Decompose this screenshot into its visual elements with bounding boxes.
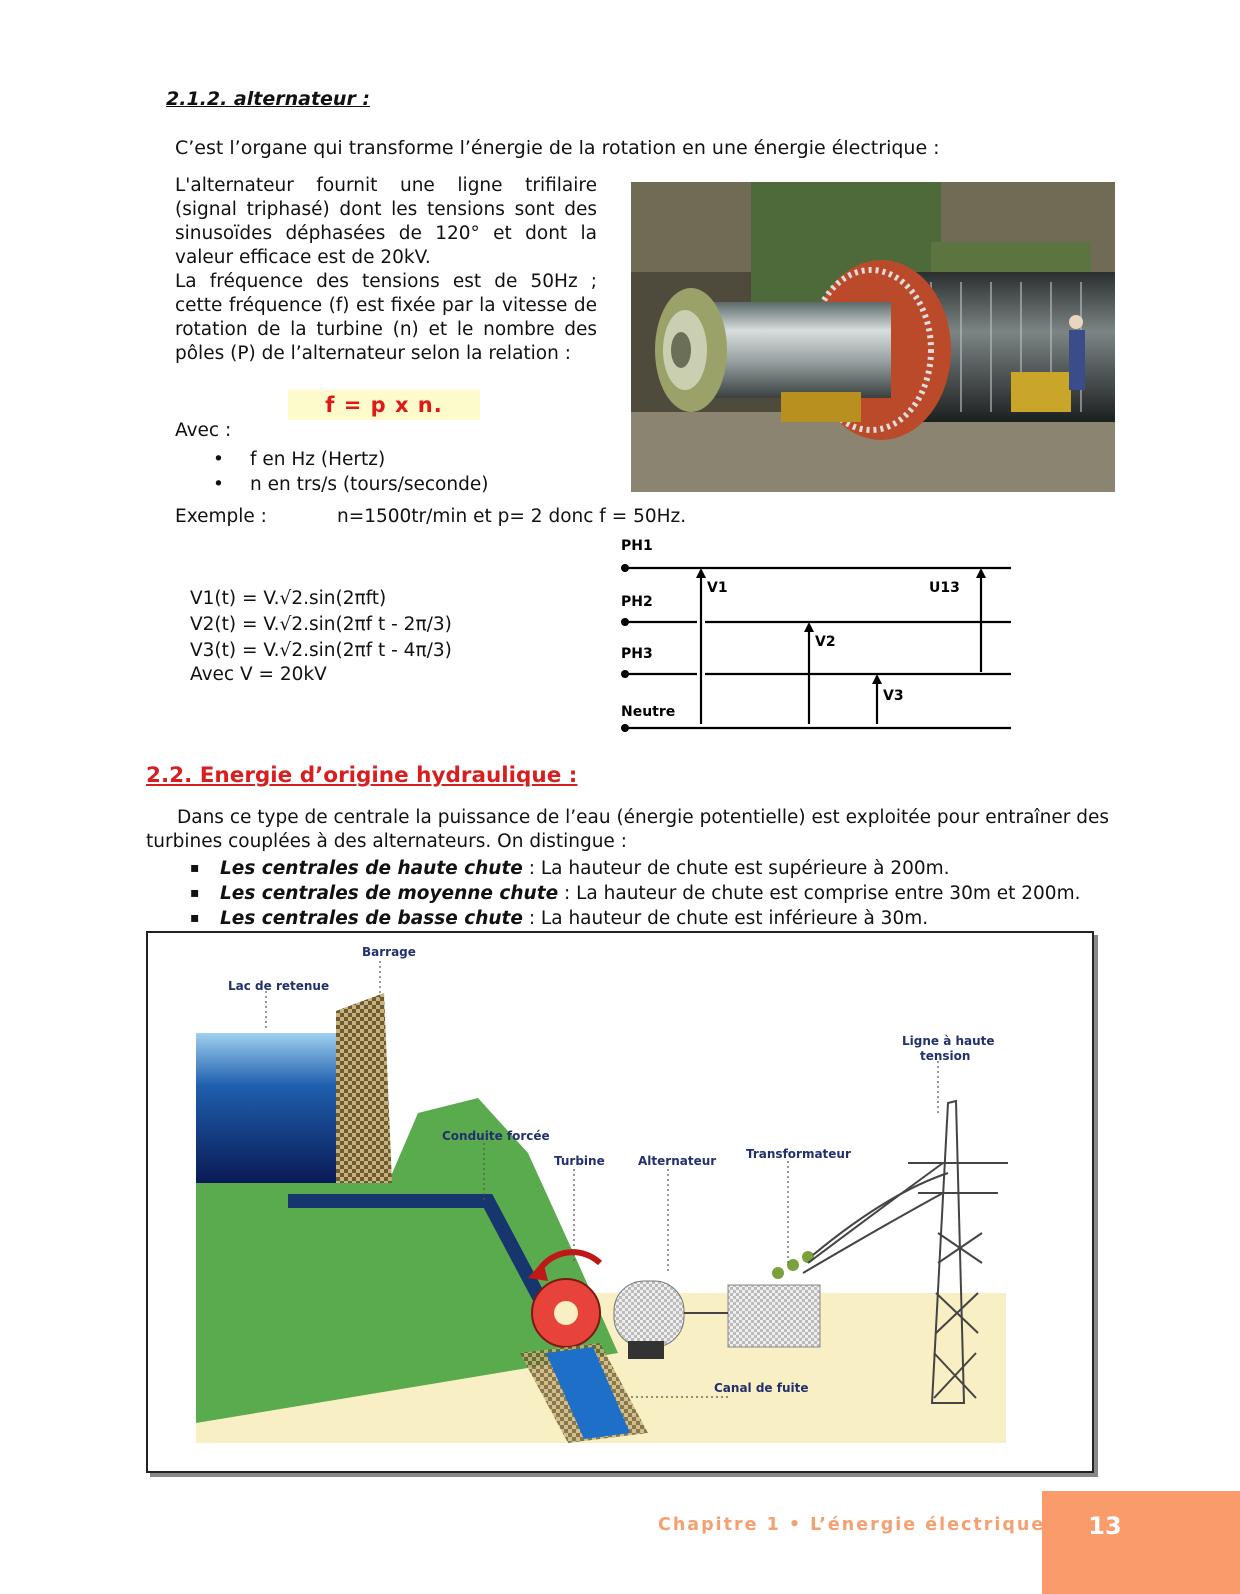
unit-list [205,447,488,497]
label-ph2: PH2 [621,594,653,610]
equation-v3: V3(t) = V.√2.sin(2πf t - 4π/3) [190,640,452,661]
list-item [190,881,1080,906]
type-name: Les centrales de haute chute [220,858,523,879]
list-item [190,906,1080,931]
label-ph3: PH3 [621,646,653,662]
equation-v2: V2(t) = V.√2.sin(2πf t - 2π/3) [190,614,452,635]
frequency-formula: f = p x n. [288,390,480,420]
label-v3: V3 [883,688,904,704]
hydro-heading: 2.2. Energie d’origine hydraulique : [146,763,578,788]
section-title: 2.1.2. alternateur : [166,88,371,110]
label-transformateur: Transformateur [746,1147,851,1161]
label-lac: Lac de retenue [228,979,330,993]
label-alternateur: Alternateur [638,1154,717,1168]
list-item [190,856,1080,881]
label-canal: Canal de fuite [714,1381,809,1395]
list-item: • n en trs/s (tours/seconde) [205,472,488,497]
label-barrage: Barrage [362,945,416,959]
plant-types-list [190,856,1080,931]
label-v1: V1 [707,580,728,596]
example-label: Exemple : [175,506,267,527]
label-ph1: PH1 [621,538,653,554]
label-ligne-1: Ligne à haute [902,1034,995,1048]
label-neutre: Neutre [621,704,676,720]
phase-diagram [621,538,1011,738]
example-value: n=1500tr/min et p= 2 donc f = 50Hz. [337,506,687,527]
paragraph-tensions: L'alternateur fournit une ligne trifilaire (signal triphasé) dont les tensions sont des sinusoïdes déphasées de 120° et dont la valeur efficace est de 20kV. [175,175,597,268]
label-v2: V2 [815,634,836,650]
alternator-photo [631,182,1115,492]
equation-avec: Avec V = 20kV [190,664,327,685]
hydro-body: Dans ce type de centrale la puissance de l’eau (énergie potentielle) est exploitée pour entraîner des turbines couplées à des alternateurs. On distingue : [146,807,1110,852]
intro-text: C’est l’organe qui transforme l’énergie de la rotation en une énergie électrique : [175,137,940,159]
list-item: • f en Hz (Hertz) [205,447,488,472]
label-ligne-2: tension [920,1049,971,1063]
label-u13: U13 [929,580,960,596]
type-desc: : La hauteur de chute est supérieure à 200m. [522,858,950,879]
avec-label: Avec : [175,420,232,441]
page-number: 13 [1088,1512,1122,1540]
type-name: Les centrales de basse chute [220,908,523,929]
paragraph-frequency: La fréquence des tensions est de 50Hz ; cette fréquence (f) est fixée par la vitesse de rotation de la turbine (n) et le nombre des pôles (P) de l’alternateur selon la relation : [175,271,597,364]
chapter-footer: Chapitre 1 • L’énergie électrique [658,1515,1046,1535]
label-turbine: Turbine [554,1154,605,1168]
type-desc: : La hauteur de chute est inférieure à 30m. [522,908,929,929]
hydro-plant-illustration [148,933,1092,1471]
hydro-plant-figure [146,931,1094,1473]
label-conduite: Conduite forcée [442,1129,550,1143]
type-name: Les centrales de moyenne chute [220,883,559,904]
type-desc: : La hauteur de chute est comprise entre 30m et 200m. [558,883,1081,904]
page-number-box [1042,1491,1240,1594]
alternator-description [175,174,597,366]
equation-v1: V1(t) = V.√2.sin(2πft) [190,588,387,609]
